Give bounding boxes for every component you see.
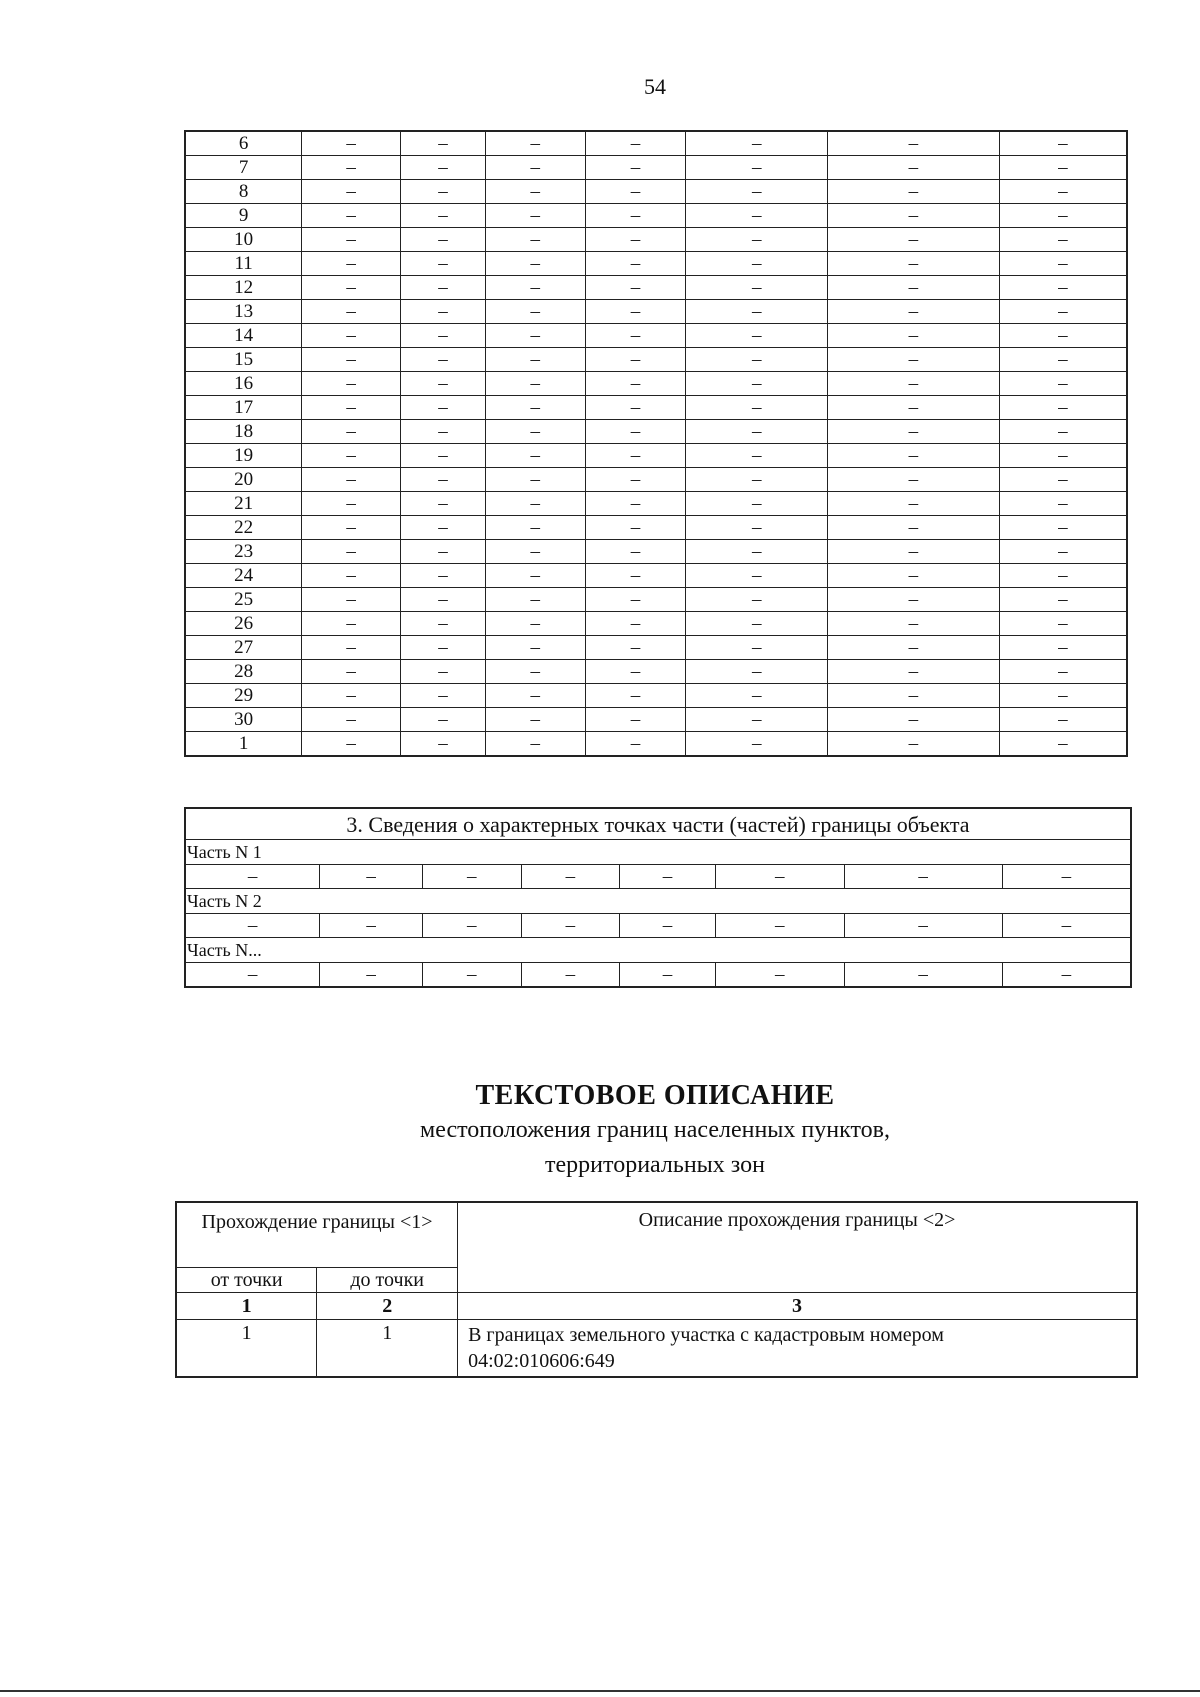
empty-value-cell: – (828, 684, 1000, 708)
desc-data-row (176, 1320, 1137, 1378)
empty-value-cell: – (585, 732, 686, 757)
empty-value-cell: – (401, 564, 486, 588)
empty-value-cell: – (1002, 963, 1130, 986)
empty-value-cell: – (585, 660, 686, 684)
empty-value-cell: – (999, 276, 1127, 300)
empty-value-cell: – (686, 348, 828, 372)
point-number: 7 (185, 156, 302, 180)
part-label: Часть N 1 (186, 840, 1130, 865)
empty-value-cell: – (686, 324, 828, 348)
empty-value-cell: – (686, 468, 828, 492)
empty-value-cell: – (401, 204, 486, 228)
empty-value-cell: – (302, 564, 401, 588)
empty-value-cell: – (302, 612, 401, 636)
empty-value-cell: – (302, 708, 401, 732)
empty-value-cell: – (828, 516, 1000, 540)
point-number: 14 (185, 324, 302, 348)
point-number: 15 (185, 348, 302, 372)
point-number: 13 (185, 300, 302, 324)
points-table (184, 130, 1128, 757)
empty-value-cell: – (585, 276, 686, 300)
empty-value-cell: – (715, 914, 844, 938)
empty-value-cell: – (686, 396, 828, 420)
empty-value-cell: – (999, 396, 1127, 420)
empty-value-cell: – (999, 636, 1127, 660)
empty-value-cell: – (401, 156, 486, 180)
empty-value-cell: – (485, 324, 585, 348)
points-row (185, 252, 1127, 276)
empty-value-cell: – (585, 131, 686, 156)
empty-value-cell: – (302, 372, 401, 396)
point-number: 28 (185, 660, 302, 684)
empty-value-cell: – (828, 540, 1000, 564)
bottom-scan-edge (0, 1690, 1200, 1692)
empty-value-cell: – (828, 588, 1000, 612)
part-values-row (186, 963, 1130, 986)
empty-value-cell: – (302, 492, 401, 516)
empty-value-cell: – (585, 204, 686, 228)
empty-value-cell: – (302, 276, 401, 300)
empty-value-cell: – (485, 612, 585, 636)
empty-value-cell: – (186, 914, 320, 938)
empty-value-cell: – (401, 660, 486, 684)
empty-value-cell: – (485, 420, 585, 444)
header-to-point: до точки (317, 1268, 458, 1293)
point-number: 27 (185, 636, 302, 660)
empty-value-cell: – (828, 204, 1000, 228)
empty-value-cell: – (585, 372, 686, 396)
empty-value-cell: – (302, 684, 401, 708)
empty-value-cell: – (485, 348, 585, 372)
point-number: 20 (185, 468, 302, 492)
empty-value-cell: – (585, 612, 686, 636)
empty-value-cell: – (302, 300, 401, 324)
point-number: 25 (185, 588, 302, 612)
empty-value-cell: – (828, 444, 1000, 468)
empty-value-cell: – (999, 492, 1127, 516)
empty-value-cell: – (999, 420, 1127, 444)
empty-value-cell: – (302, 420, 401, 444)
empty-value-cell: – (999, 300, 1127, 324)
part-values-row (186, 865, 1130, 889)
points-row (185, 492, 1127, 516)
empty-value-cell: – (401, 348, 486, 372)
empty-value-cell: – (828, 156, 1000, 180)
empty-value-cell: – (401, 324, 486, 348)
empty-value-cell: – (686, 492, 828, 516)
points-row (185, 660, 1127, 684)
empty-value-cell: – (585, 708, 686, 732)
points-row (185, 324, 1127, 348)
empty-value-cell: – (828, 564, 1000, 588)
empty-value-cell: – (320, 914, 423, 938)
empty-value-cell: – (686, 684, 828, 708)
point-number: 23 (185, 540, 302, 564)
empty-value-cell: – (302, 540, 401, 564)
empty-value-cell: – (828, 492, 1000, 516)
empty-value-cell: – (999, 708, 1127, 732)
point-number: 21 (185, 492, 302, 516)
empty-value-cell: – (585, 228, 686, 252)
empty-value-cell: – (686, 708, 828, 732)
empty-value-cell: – (401, 636, 486, 660)
empty-value-cell: – (585, 420, 686, 444)
empty-value-cell: – (686, 252, 828, 276)
empty-value-cell: – (999, 660, 1127, 684)
empty-value-cell: – (401, 396, 486, 420)
empty-value-cell: – (686, 156, 828, 180)
empty-value-cell: – (828, 372, 1000, 396)
points-row (185, 348, 1127, 372)
empty-value-cell: – (999, 612, 1127, 636)
empty-value-cell: – (585, 252, 686, 276)
empty-value-cell: – (828, 228, 1000, 252)
empty-value-cell: – (302, 252, 401, 276)
description-line-2: 04:02:010606:649 (468, 1350, 615, 1372)
empty-value-cell: – (302, 204, 401, 228)
empty-value-cell: – (485, 276, 585, 300)
from-point-value: 1 (176, 1320, 317, 1378)
points-row (185, 516, 1127, 540)
empty-value-cell: – (844, 865, 1002, 889)
empty-value-cell: – (585, 684, 686, 708)
parts-section-title: 3. Сведения о характерных точках части (частей) границы объекта (186, 809, 1130, 840)
desc-number-row (176, 1293, 1137, 1320)
empty-value-cell: – (999, 324, 1127, 348)
empty-value-cell: – (302, 180, 401, 204)
points-row (185, 588, 1127, 612)
empty-value-cell: – (521, 865, 620, 889)
points-row (185, 732, 1127, 757)
empty-value-cell: – (401, 276, 486, 300)
page-number: 54 (644, 74, 666, 99)
empty-value-cell: – (585, 468, 686, 492)
empty-value-cell: – (186, 865, 320, 889)
empty-value-cell: – (999, 348, 1127, 372)
empty-value-cell: – (485, 588, 585, 612)
points-row (185, 636, 1127, 660)
empty-value-cell: – (999, 684, 1127, 708)
desc-header-row (176, 1202, 1137, 1268)
empty-value-cell: – (485, 732, 585, 757)
empty-value-cell: – (302, 396, 401, 420)
col-number-3: 3 (458, 1293, 1137, 1320)
empty-value-cell: – (422, 914, 521, 938)
empty-value-cell: – (686, 300, 828, 324)
empty-value-cell: – (485, 708, 585, 732)
points-row (185, 708, 1127, 732)
empty-value-cell: – (999, 180, 1127, 204)
point-number: 18 (185, 420, 302, 444)
points-row (185, 396, 1127, 420)
points-row (185, 540, 1127, 564)
empty-value-cell: – (302, 468, 401, 492)
empty-value-cell: – (828, 660, 1000, 684)
empty-value-cell: – (585, 492, 686, 516)
empty-value-cell: – (485, 492, 585, 516)
empty-value-cell: – (585, 180, 686, 204)
points-row (185, 612, 1127, 636)
empty-value-cell: – (302, 588, 401, 612)
point-number: 8 (185, 180, 302, 204)
part-values-row (186, 914, 1130, 938)
empty-value-cell: – (585, 540, 686, 564)
empty-value-cell: – (715, 963, 844, 986)
empty-value-cell: – (1002, 914, 1130, 938)
empty-value-cell: – (686, 660, 828, 684)
empty-value-cell: – (999, 588, 1127, 612)
boundary-description-table (175, 1201, 1138, 1378)
empty-value-cell: – (686, 444, 828, 468)
empty-value-cell: – (828, 468, 1000, 492)
empty-value-cell: – (485, 684, 585, 708)
empty-value-cell: – (422, 963, 521, 986)
points-row (185, 420, 1127, 444)
empty-value-cell: – (302, 228, 401, 252)
empty-value-cell: – (320, 865, 423, 889)
empty-value-cell: – (401, 252, 486, 276)
description-line-1: В границах земельного участка с кадастровым номером (468, 1324, 944, 1346)
empty-value-cell: – (485, 564, 585, 588)
empty-value-cell: – (485, 300, 585, 324)
empty-value-cell: – (302, 156, 401, 180)
empty-value-cell: – (585, 516, 686, 540)
empty-value-cell: – (828, 732, 1000, 757)
points-row (185, 684, 1127, 708)
empty-value-cell: – (844, 914, 1002, 938)
empty-value-cell: – (844, 963, 1002, 986)
empty-value-cell: – (422, 865, 521, 889)
empty-value-cell: – (585, 564, 686, 588)
empty-value-cell: – (485, 228, 585, 252)
col-number-2: 2 (317, 1293, 458, 1320)
empty-value-cell: – (620, 963, 716, 986)
empty-value-cell: – (585, 300, 686, 324)
empty-value-cell: – (999, 540, 1127, 564)
point-number: 22 (185, 516, 302, 540)
point-number: 29 (185, 684, 302, 708)
empty-value-cell: – (999, 732, 1127, 757)
text-description-subheading-1: местоположения границ населенных пунктов, (420, 1117, 890, 1143)
empty-value-cell: – (715, 865, 844, 889)
empty-value-cell: – (999, 516, 1127, 540)
empty-value-cell: – (401, 468, 486, 492)
empty-value-cell: – (401, 492, 486, 516)
points-row (185, 228, 1127, 252)
empty-value-cell: – (485, 444, 585, 468)
point-number: 24 (185, 564, 302, 588)
empty-value-cell: – (828, 180, 1000, 204)
empty-value-cell: – (401, 732, 486, 757)
empty-value-cell: – (828, 396, 1000, 420)
empty-value-cell: – (585, 324, 686, 348)
empty-value-cell: – (999, 228, 1127, 252)
empty-value-cell: – (585, 588, 686, 612)
empty-value-cell: – (401, 708, 486, 732)
text-description-subheading-2: территориальных зон (545, 1152, 765, 1178)
empty-value-cell: – (585, 396, 686, 420)
empty-value-cell: – (686, 732, 828, 757)
empty-value-cell: – (1002, 865, 1130, 889)
empty-value-cell: – (485, 396, 585, 420)
empty-value-cell: – (401, 180, 486, 204)
empty-value-cell: – (999, 131, 1127, 156)
empty-value-cell: – (828, 348, 1000, 372)
empty-value-cell: – (485, 540, 585, 564)
empty-value-cell: – (999, 252, 1127, 276)
empty-value-cell: – (302, 348, 401, 372)
empty-value-cell: – (401, 588, 486, 612)
empty-value-cell: – (620, 914, 716, 938)
point-number: 17 (185, 396, 302, 420)
empty-value-cell: – (620, 865, 716, 889)
empty-value-cell: – (485, 156, 585, 180)
point-number: 30 (185, 708, 302, 732)
empty-value-cell: – (999, 444, 1127, 468)
empty-value-cell: – (302, 660, 401, 684)
empty-value-cell: – (485, 372, 585, 396)
empty-value-cell: – (485, 516, 585, 540)
point-number: 11 (185, 252, 302, 276)
empty-value-cell: – (485, 660, 585, 684)
part-label: Часть N 2 (186, 889, 1130, 914)
point-number: 6 (185, 131, 302, 156)
empty-value-cell: – (828, 131, 1000, 156)
empty-value-cell: – (585, 348, 686, 372)
empty-value-cell: – (828, 276, 1000, 300)
empty-value-cell: – (521, 963, 620, 986)
points-row (185, 180, 1127, 204)
empty-value-cell: – (999, 564, 1127, 588)
empty-value-cell: – (401, 684, 486, 708)
empty-value-cell: – (401, 228, 486, 252)
empty-value-cell: – (401, 131, 486, 156)
empty-value-cell: – (686, 180, 828, 204)
empty-value-cell: – (302, 444, 401, 468)
empty-value-cell: – (686, 372, 828, 396)
point-number: 12 (185, 276, 302, 300)
empty-value-cell: – (585, 156, 686, 180)
empty-value-cell: – (302, 324, 401, 348)
empty-value-cell: – (401, 540, 486, 564)
points-row (185, 564, 1127, 588)
empty-value-cell: – (401, 444, 486, 468)
empty-value-cell: – (828, 420, 1000, 444)
empty-value-cell: – (686, 276, 828, 300)
point-number: 26 (185, 612, 302, 636)
empty-value-cell: – (401, 300, 486, 324)
empty-value-cell: – (401, 372, 486, 396)
point-number: 19 (185, 444, 302, 468)
empty-value-cell: – (302, 636, 401, 660)
empty-value-cell: – (686, 228, 828, 252)
empty-value-cell: – (999, 156, 1127, 180)
empty-value-cell: – (401, 612, 486, 636)
empty-value-cell: – (485, 468, 585, 492)
point-number: 9 (185, 204, 302, 228)
empty-value-cell: – (999, 468, 1127, 492)
empty-value-cell: – (485, 180, 585, 204)
empty-value-cell: – (686, 540, 828, 564)
empty-value-cell: – (828, 300, 1000, 324)
empty-value-cell: – (686, 588, 828, 612)
empty-value-cell: – (686, 131, 828, 156)
empty-value-cell: – (828, 252, 1000, 276)
points-row (185, 372, 1127, 396)
empty-value-cell: – (401, 516, 486, 540)
empty-value-cell: – (521, 914, 620, 938)
points-row (185, 156, 1127, 180)
part-label: Часть N... (186, 938, 1130, 963)
points-row (185, 204, 1127, 228)
empty-value-cell: – (485, 131, 585, 156)
empty-value-cell: – (686, 204, 828, 228)
empty-value-cell: – (686, 564, 828, 588)
empty-value-cell: – (485, 204, 585, 228)
empty-value-cell: – (302, 516, 401, 540)
empty-value-cell: – (585, 444, 686, 468)
empty-value-cell: – (828, 612, 1000, 636)
empty-value-cell: – (485, 252, 585, 276)
points-row (185, 444, 1127, 468)
to-point-value: 1 (317, 1320, 458, 1378)
empty-value-cell: – (828, 708, 1000, 732)
empty-value-cell: – (401, 420, 486, 444)
empty-value-cell: – (828, 324, 1000, 348)
empty-value-cell: – (320, 963, 423, 986)
header-from-point: от точки (176, 1268, 317, 1293)
empty-value-cell: – (302, 131, 401, 156)
points-row (185, 131, 1127, 156)
empty-value-cell: – (686, 420, 828, 444)
parts-section (184, 807, 1132, 988)
points-row (185, 276, 1127, 300)
empty-value-cell: – (585, 636, 686, 660)
points-row (185, 468, 1127, 492)
empty-value-cell: – (686, 612, 828, 636)
empty-value-cell: – (828, 636, 1000, 660)
col-number-1: 1 (176, 1293, 317, 1320)
header-description: Описание прохождения границы <2> (458, 1202, 1137, 1293)
point-number: 1 (185, 732, 302, 757)
empty-value-cell: – (686, 636, 828, 660)
point-number: 10 (185, 228, 302, 252)
empty-value-cell: – (186, 963, 320, 986)
empty-value-cell: – (999, 204, 1127, 228)
empty-value-cell: – (302, 732, 401, 757)
empty-value-cell: – (485, 636, 585, 660)
empty-value-cell: – (999, 372, 1127, 396)
empty-value-cell: – (686, 516, 828, 540)
points-row (185, 300, 1127, 324)
boundary-description-text (458, 1320, 1137, 1378)
text-description-heading: ТЕКСТОВОЕ ОПИСАНИЕ (475, 1080, 835, 1111)
header-passage: Прохождение границы <1> (176, 1202, 458, 1268)
point-number: 16 (185, 372, 302, 396)
